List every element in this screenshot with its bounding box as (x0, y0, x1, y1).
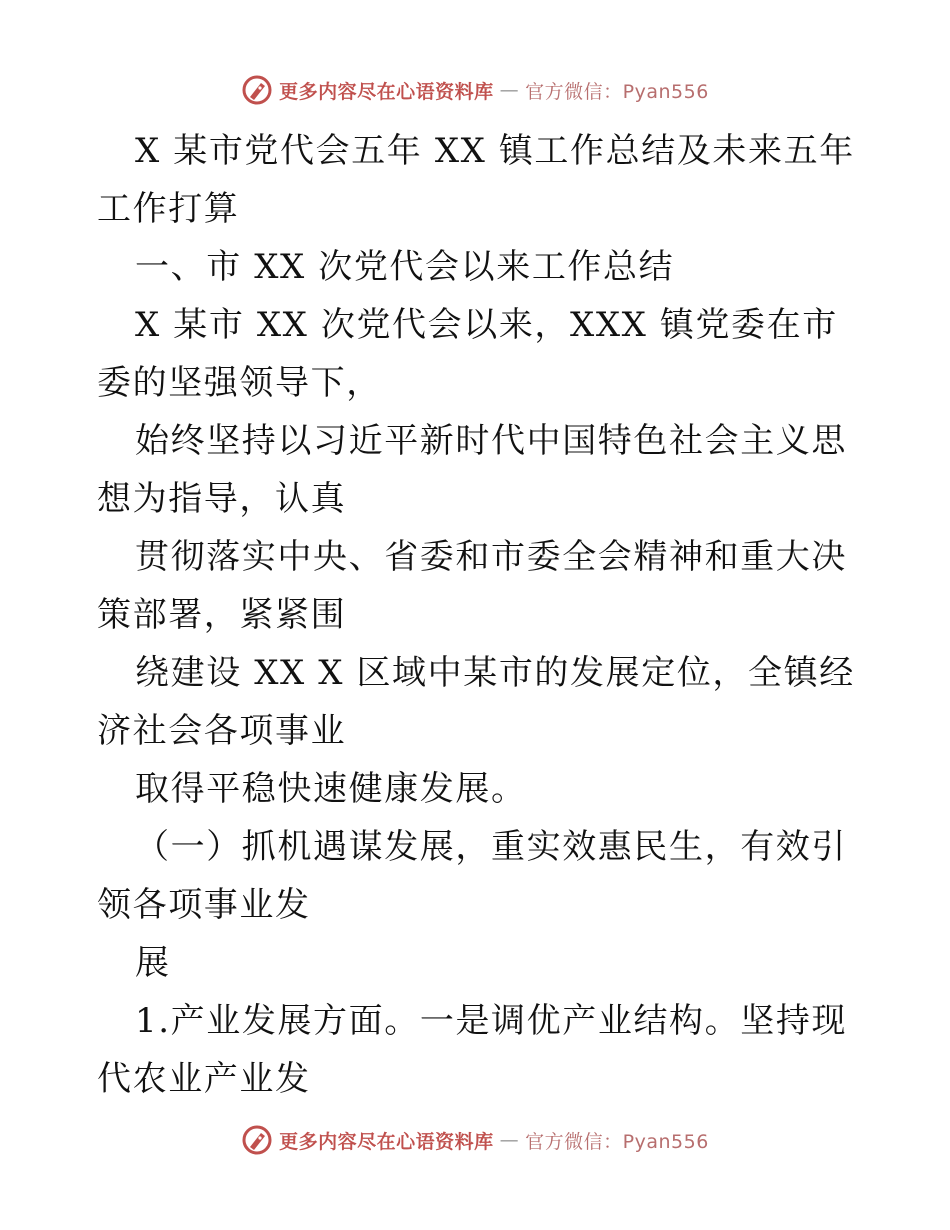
pen-nib-circle-icon (241, 74, 273, 106)
body-paragraph: 1.产业发展方面。一是调优产业结构。坚持现代农业产业发 (97, 1001, 848, 1099)
body-paragraph: 展 (135, 943, 171, 983)
body-paragraph: X 某市 XX 次党代会以来，XXX 镇党委在市委的坚强领导下， (97, 305, 838, 403)
banner-wechat-text: 官方微信：Pyan556 (525, 1130, 709, 1153)
banner-separator: — (499, 79, 520, 101)
document-body (97, 122, 857, 1108)
banner-main-text: 更多内容尽在心语资料库 (279, 80, 494, 103)
banner-main-text: 更多内容尽在心语资料库 (279, 1130, 494, 1153)
body-paragraph: 贯彻落实中央、省委和市委全会精神和重大决策部署，紧紧围 (97, 537, 847, 635)
body-paragraph: 取得平稳快速健康发展。 (135, 769, 527, 809)
subsection-heading: （一）抓机遇谋发展，重实效惠民生，有效引领各项事业发 (97, 827, 847, 925)
pen-nib-circle-icon (241, 1124, 273, 1156)
banner-wechat-text: 官方微信：Pyan556 (525, 80, 709, 103)
body-paragraph: 始终坚持以习近平新时代中国特色社会主义思想为指导，认真 (97, 421, 847, 519)
document-title: X 某市党代会五年 XX 镇工作总结及未来五年工作打算 (97, 131, 855, 229)
header-watermark-banner (0, 70, 950, 110)
footer-watermark-banner (0, 1120, 950, 1160)
body-paragraph: 绕建设 XX X 区域中某市的发展定位，全镇经济社会各项事业 (97, 653, 855, 751)
section-heading: 一、市 XX 次党代会以来工作总结 (135, 247, 675, 287)
banner-separator: — (499, 1129, 520, 1151)
